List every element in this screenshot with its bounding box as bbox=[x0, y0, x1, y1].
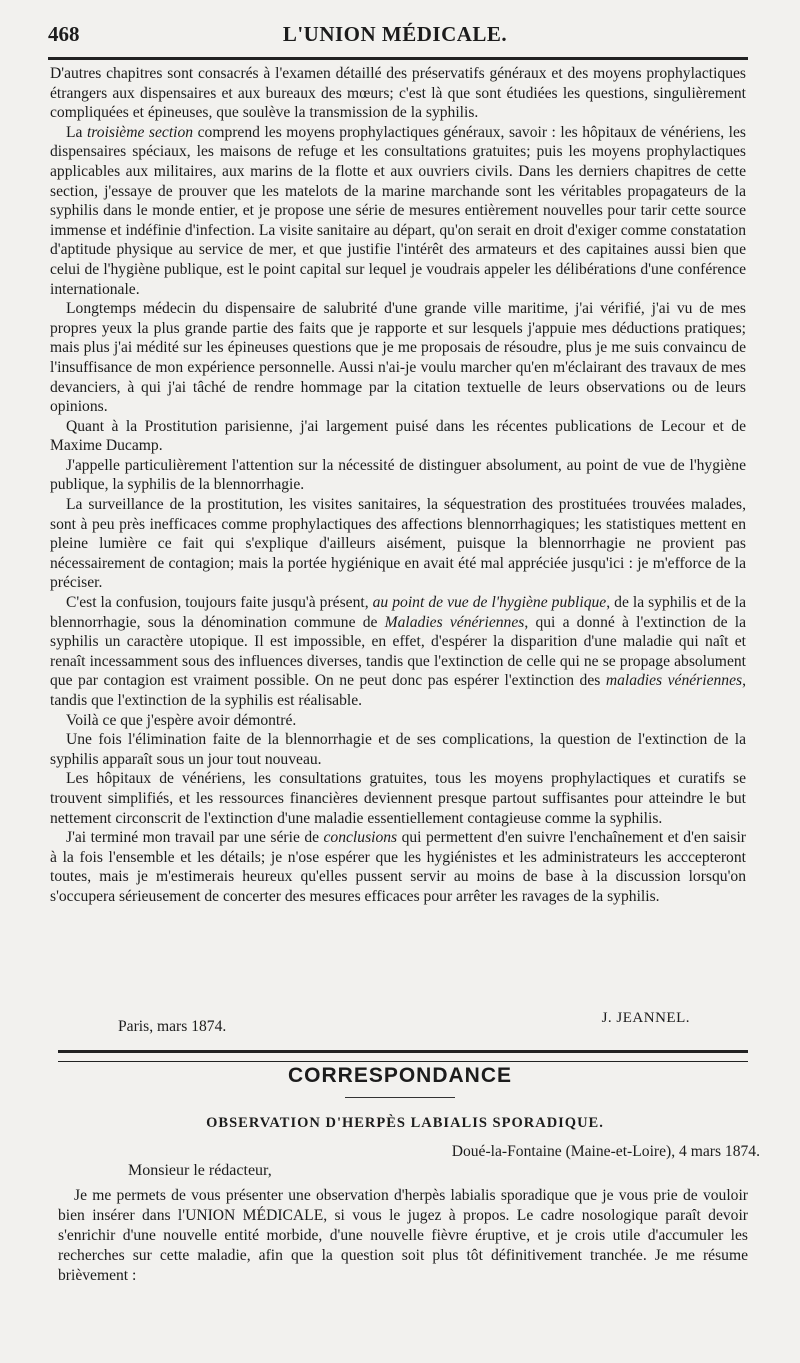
paragraph: Quant à la Prostitution parisienne, j'ai largement puisé dans les récentes publications de Lecour et de Maxime Ducamp. bbox=[50, 417, 746, 455]
signature-block bbox=[50, 1010, 746, 1040]
paragraph: Une fois l'élimination faite de la blennorrhagie et de ses complications, la question de l'extinction de la syphilis apparaît sous un jour tout nouveau. bbox=[50, 731, 746, 768]
header-rule bbox=[48, 57, 748, 60]
paragraph: La surveillance de la prostitution, les visites sanitaires, la séquestration des prostituées trouvées malades, sont à peu près inefficaces comme prophylactiques des affections blennorrhagiques; les statistiques mettent en pleine lumière ce fait qui s'explique d'ailleurs aisément, puisque la blennorrhagie ne provient pas nécessairement de contagion; mais la portée hygiénique en avait été mal appréciée jusqu'ici : je m'efforce de la préciser. bbox=[50, 496, 746, 592]
letter-body bbox=[58, 1186, 748, 1286]
paragraph: Je me permets de vous présenter une observation d'herpès labialis sporadique que je vous prie de vouloir bien insérer dans l'UNION MÉDICALE, si vous le jugez à propos. Le cadre nosologique paraît devoir s'enrichir d'une nouvelle entité morbide, d'une nouvelle fièvre éruptive, et je crois utile d'accumuler les recherches sur cette maladie, afin que la question soit plus tôt définitivement tranchée. Je me résume brièvement : bbox=[58, 1187, 748, 1284]
paragraph: Voilà ce que j'espère avoir démontré. bbox=[66, 711, 297, 729]
section-divider bbox=[58, 1050, 748, 1062]
paragraph: C'est la confusion, toujours faite jusqu'à présent, au point de vue de l'hygiène publique, de la syphilis et de la blennorrhagie, sous la dénomination commune de Maladies vénériennes, qui a donné à l'extinction de la syphilis un caractère utopique. Il est impossible, en effet, d'espérer la disparition d'une maladie qui naît et renaît incessamment sous des influences diverses, tandis que l'extinction de celle qui ne se propage absolument que par contagion est vraiment possible. On ne peut donc pas espérer l'extinction des maladies vénériennes, tandis que l'extinction de la syphilis est réalisable. bbox=[50, 594, 747, 709]
paragraph: Les hôpitaux de vénériens, les consultations gratuites, tous les moyens prophylactiques et curatifs se trouvent simplifiés, et les ressources financières deviennent presque partout suffisantes pour atteindre le but nettement circonscrit de l'extinction d'une maladie essentiellement contagieuse comme la syphilis. bbox=[50, 770, 746, 827]
paragraph: J'ai terminé mon travail par une série de conclusions qui permettent d'en suivre l'enchaînement et d'en saisir à la fois l'ensemble et les détails; je n'ose espérer que les hygiénistes et les administrateurs les acccepteront toutes, mais je m'estimerais heureux qu'elles pussent servir au moins de base à la discussion lorsqu'on s'occupera sérieusement de concerter des mesures efficaces pour arrêter les ravages de la syphilis. bbox=[50, 829, 746, 905]
title-underline bbox=[345, 1097, 455, 1098]
letter-dateline: Doué-la-Fontaine (Maine-et-Loire), 4 mars 1874. bbox=[451, 1143, 760, 1160]
letter-salutation: Monsieur le rédacteur, bbox=[128, 1162, 272, 1179]
paragraph: D'autres chapitres sont consacrés à l'examen détaillé des préservatifs généraux et des moyens prophylactiques étrangers aux dispensaires et aux bureaux des mœurs; c'est là que sont étudiées les questions, singulièrement compliquées et épineuses, que soulève la transmission de la syphilis. bbox=[50, 65, 746, 122]
paragraph: Longtemps médecin du dispensaire de salubrité d'une grande ville maritime, j'ai vérifié, j'ai vu de mes propres yeux la plus grande partie des faits que je rapporte et sur lesquels j'appuie mes déductions pratiques; mais plus j'ai médité sur les épineuses questions que je me proposais de résoudre, plus je me suis convaincu de l'insuffisance de mon expérience personnelle. Aussi n'ai-je voulu marcher qu'en m'éclairant des travaux de mes devanciers, à qui j'ai tâché de rendre hommage par la citation textuelle de leurs observations ou de leurs opinions. bbox=[50, 300, 746, 416]
paragraph: La troisième section comprend les moyens prophylactiques généraux, savoir : les hôpitaux de vénériens, les dispensaires spéciaux, les maisons de refuge et les consultations gratuites; puis les moyens prophylactiques applicables aux militaires, aux marins de la flotte et aux ouvriers civils. Dans les derniers chapitres de cette section, j'essaye de prouver que les matelots de la marine marchande sont les véritables propagateurs de la syphilis dans le monde entier, et je propose une série de mesures entièrement nouvelles pour tarir cette source immense et indéfinie d'infection. La visite sanitaire au départ, qu'on serait en droit d'exiger comme constatation d'aptitude physique au service de mer, et que justifie l'intérêt des armateurs et des capitaines aussi bien que celui de l'hygiène publique, est le point capital sur lequel je voudrais appeler les délibérations d'une conférence internationale. bbox=[50, 123, 746, 298]
signature-place-date: Paris, mars 1874. bbox=[118, 1018, 227, 1035]
page-header bbox=[44, 22, 746, 52]
article-body bbox=[50, 64, 746, 907]
section-title: CORRESPONDANCE bbox=[287, 1064, 513, 1087]
page-number: 468 bbox=[48, 22, 80, 46]
running-title: L'UNION MÉDICALE. bbox=[282, 22, 508, 46]
observation-title: OBSERVATION D'HERPÈS LABIALIS SPORADIQUE. bbox=[206, 1115, 604, 1131]
signature-author: J. JEANNEL. bbox=[601, 1010, 690, 1026]
paragraph: J'appelle particulièrement l'attention sur la nécessité de distinguer absolument, au point de vue de l'hygiène publique, la syphilis de la blennorrhagie. bbox=[50, 456, 746, 494]
